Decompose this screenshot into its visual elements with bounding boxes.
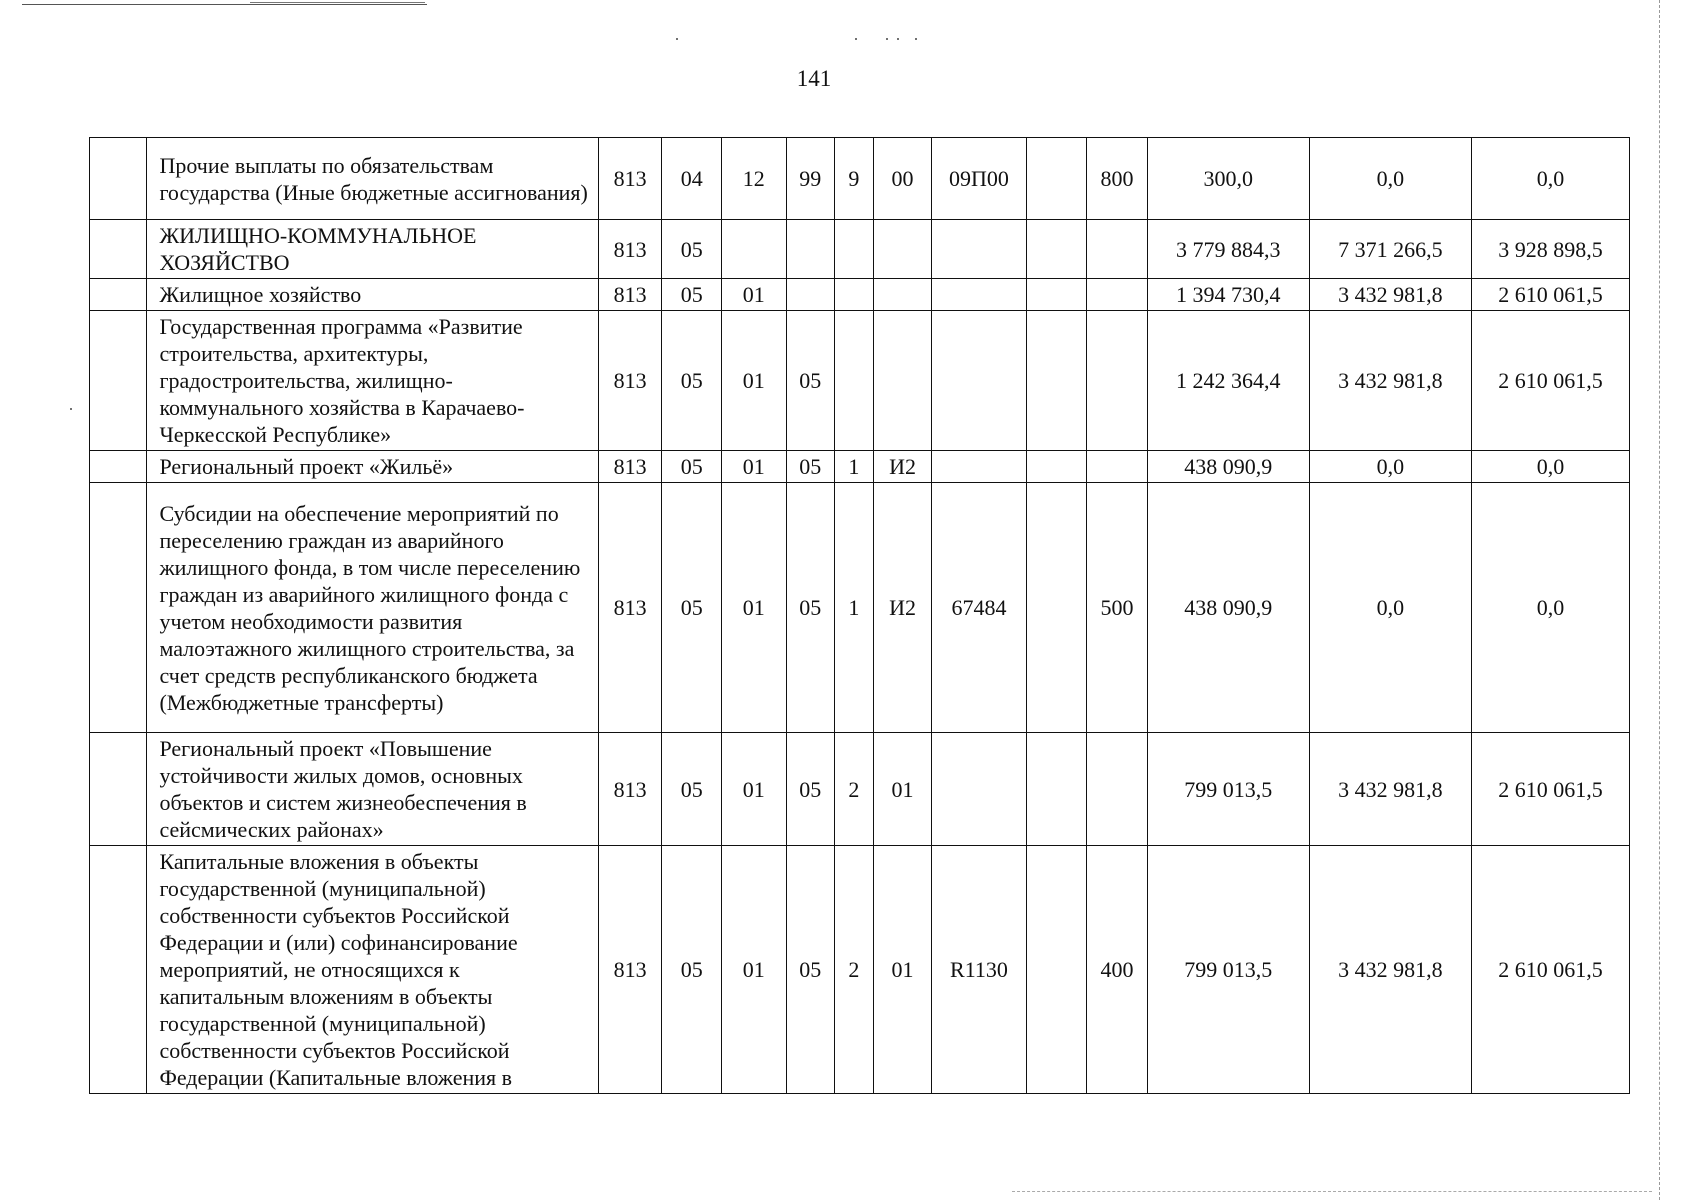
row-sum2-cell: 7 371 266,5 bbox=[1309, 220, 1471, 279]
row-blank-cell bbox=[1026, 311, 1087, 451]
row-subsection-cell: 01 bbox=[721, 846, 786, 1094]
row-direction-cell bbox=[932, 733, 1026, 846]
row-subprog-cell: 9 bbox=[834, 138, 873, 220]
row-sum3-cell: 0,0 bbox=[1471, 138, 1629, 220]
row-subprog-cell: 1 bbox=[834, 451, 873, 483]
row-blank-cell bbox=[1026, 733, 1087, 846]
row-vr-cell bbox=[1087, 733, 1148, 846]
row-sum2-cell: 3 432 981,8 bbox=[1309, 733, 1471, 846]
row-admin-cell: 813 bbox=[598, 220, 662, 279]
row-name-cell: Жилищное хозяйство bbox=[147, 279, 598, 311]
row-sum1-cell: 1 394 730,4 bbox=[1147, 279, 1309, 311]
row-sum3-cell: 2 610 061,5 bbox=[1471, 846, 1629, 1094]
row-direction-cell: 67484 bbox=[932, 483, 1026, 733]
row-vr-cell: 400 bbox=[1087, 846, 1148, 1094]
row-section-cell: 05 bbox=[662, 451, 722, 483]
row-proj-cell: 01 bbox=[873, 733, 931, 846]
row-sum2-cell: 3 432 981,8 bbox=[1309, 279, 1471, 311]
row-sum3-cell: 3 928 898,5 bbox=[1471, 220, 1629, 279]
row-name-cell: ЖИЛИЩНО-КОММУНАЛЬНОЕ ХОЗЯЙСТВО bbox=[147, 220, 598, 279]
row-admin-cell: 813 bbox=[598, 846, 662, 1094]
row-subsection-cell: 12 bbox=[721, 138, 786, 220]
row-vr-cell: 800 bbox=[1087, 138, 1148, 220]
row-proj-cell bbox=[873, 220, 931, 279]
row-proj-cell: 01 bbox=[873, 846, 931, 1094]
row-vr-cell bbox=[1087, 279, 1148, 311]
row-blank-cell bbox=[1026, 846, 1087, 1094]
row-section-cell: 05 bbox=[662, 311, 722, 451]
row-prog-cell bbox=[786, 279, 834, 311]
row-sum1-cell: 3 779 884,3 bbox=[1147, 220, 1309, 279]
scan-edge-line bbox=[250, 2, 425, 3]
row-vr-cell bbox=[1087, 220, 1148, 279]
row-sum3-cell: 2 610 061,5 bbox=[1471, 311, 1629, 451]
table-row bbox=[90, 846, 1630, 1094]
row-section-cell: 05 bbox=[662, 279, 722, 311]
row-vr-cell: 500 bbox=[1087, 483, 1148, 733]
row-prog-cell bbox=[786, 220, 834, 279]
row-direction-cell: R1130 bbox=[932, 846, 1026, 1094]
table-row bbox=[90, 451, 1630, 483]
row-index-cell bbox=[90, 311, 147, 451]
scan-edge-line bbox=[22, 4, 427, 5]
row-proj-cell bbox=[873, 279, 931, 311]
row-subprog-cell bbox=[834, 279, 873, 311]
row-index-cell bbox=[90, 220, 147, 279]
row-subsection-cell: 01 bbox=[721, 483, 786, 733]
row-sum3-cell: 2 610 061,5 bbox=[1471, 279, 1629, 311]
row-section-cell: 05 bbox=[662, 846, 722, 1094]
row-index-cell bbox=[90, 483, 147, 733]
row-subprog-cell bbox=[834, 311, 873, 451]
table-row bbox=[90, 220, 1630, 279]
table-row bbox=[90, 311, 1630, 451]
row-name-cell: Региональный проект «Жильё» bbox=[147, 451, 598, 483]
table-row bbox=[90, 279, 1630, 311]
scan-speck bbox=[886, 38, 888, 40]
table-row bbox=[90, 483, 1630, 733]
row-subprog-cell bbox=[834, 220, 873, 279]
row-index-cell bbox=[90, 451, 147, 483]
row-sum2-cell: 0,0 bbox=[1309, 483, 1471, 733]
row-sum3-cell: 0,0 bbox=[1471, 483, 1629, 733]
row-name-cell: Прочие выплаты по обязательствам государства (Иные бюджетные ассигнования) bbox=[147, 138, 598, 220]
row-sum2-cell: 3 432 981,8 bbox=[1309, 846, 1471, 1094]
scan-speck bbox=[855, 38, 857, 40]
row-sum1-cell: 438 090,9 bbox=[1147, 451, 1309, 483]
row-subsection-cell: 01 bbox=[721, 733, 786, 846]
row-index-cell bbox=[90, 846, 147, 1094]
row-sum3-cell: 2 610 061,5 bbox=[1471, 733, 1629, 846]
row-proj-cell: И2 bbox=[873, 483, 931, 733]
row-sum1-cell: 438 090,9 bbox=[1147, 483, 1309, 733]
row-subsection-cell: 01 bbox=[721, 279, 786, 311]
row-prog-cell: 05 bbox=[786, 733, 834, 846]
row-prog-cell: 05 bbox=[786, 311, 834, 451]
row-prog-cell: 05 bbox=[786, 483, 834, 733]
row-subprog-cell: 2 bbox=[834, 846, 873, 1094]
row-index-cell bbox=[90, 138, 147, 220]
row-blank-cell bbox=[1026, 483, 1087, 733]
row-admin-cell: 813 bbox=[598, 733, 662, 846]
row-section-cell: 05 bbox=[662, 733, 722, 846]
row-section-cell: 05 bbox=[662, 220, 722, 279]
row-index-cell bbox=[90, 733, 147, 846]
scan-speck bbox=[915, 38, 917, 40]
row-proj-cell bbox=[873, 311, 931, 451]
table-body bbox=[90, 138, 1630, 1094]
table-row bbox=[90, 733, 1630, 846]
row-sum1-cell: 300,0 bbox=[1147, 138, 1309, 220]
row-name-cell: Государственная программа «Развитие строительства, архитектуры, градостроительства, жилищно-коммунального хозяйства в Карачаево-Черкесской Республике» bbox=[147, 311, 598, 451]
row-direction-cell bbox=[932, 451, 1026, 483]
row-sum2-cell: 0,0 bbox=[1309, 138, 1471, 220]
scan-right-edge bbox=[1659, 0, 1660, 1200]
scan-bottom-edge bbox=[1012, 1191, 1652, 1192]
row-direction-cell bbox=[932, 220, 1026, 279]
page-number: 141 bbox=[796, 66, 832, 91]
row-name-cell: Капитальные вложения в объекты государственной (муниципальной) собственности субъектов Российской Федерации и (или) софинансирование мероприятий, не относящихся к капитальным вложениям в объекты государственной (муниципальной) собственности субъектов Российской Федерации (Капитальные вложения в bbox=[147, 846, 598, 1094]
row-sum2-cell: 0,0 bbox=[1309, 451, 1471, 483]
row-prog-cell: 99 bbox=[786, 138, 834, 220]
row-subsection-cell: 01 bbox=[721, 451, 786, 483]
row-name-cell: Региональный проект «Повышение устойчивости жилых домов, основных объектов и систем жизнеобеспечения в сейсмических районах» bbox=[147, 733, 598, 846]
row-subprog-cell: 1 bbox=[834, 483, 873, 733]
row-name-cell: Субсидии на обеспечение мероприятий по переселению граждан из аварийного жилищного фонда, в том числе переселению граждан из аварийного жилищного фонда с учетом необходимости развития малоэтажного жилищного строительства, за счет средств республиканского бюджета (Межбюджетные трансферты) bbox=[147, 483, 598, 733]
row-proj-cell: 00 bbox=[873, 138, 931, 220]
row-section-cell: 05 bbox=[662, 483, 722, 733]
row-sum1-cell: 799 013,5 bbox=[1147, 733, 1309, 846]
row-blank-cell bbox=[1026, 451, 1087, 483]
row-direction-cell bbox=[932, 279, 1026, 311]
row-admin-cell: 813 bbox=[598, 451, 662, 483]
row-sum3-cell: 0,0 bbox=[1471, 451, 1629, 483]
row-index-cell bbox=[90, 279, 147, 311]
row-blank-cell bbox=[1026, 138, 1087, 220]
row-blank-cell bbox=[1026, 279, 1087, 311]
scan-speck bbox=[70, 408, 72, 410]
row-direction-cell: 09П00 bbox=[932, 138, 1026, 220]
row-sum1-cell: 799 013,5 bbox=[1147, 846, 1309, 1094]
scan-speck bbox=[676, 38, 678, 40]
scan-speck bbox=[897, 38, 899, 40]
row-proj-cell: И2 bbox=[873, 451, 931, 483]
row-sum1-cell: 1 242 364,4 bbox=[1147, 311, 1309, 451]
row-subsection-cell bbox=[721, 220, 786, 279]
row-prog-cell: 05 bbox=[786, 451, 834, 483]
row-admin-cell: 813 bbox=[598, 279, 662, 311]
row-vr-cell bbox=[1087, 311, 1148, 451]
row-admin-cell: 813 bbox=[598, 311, 662, 451]
row-section-cell: 04 bbox=[662, 138, 722, 220]
row-subprog-cell: 2 bbox=[834, 733, 873, 846]
row-admin-cell: 813 bbox=[598, 483, 662, 733]
table-row bbox=[90, 138, 1630, 220]
budget-table bbox=[89, 137, 1630, 1094]
row-subsection-cell: 01 bbox=[721, 311, 786, 451]
row-admin-cell: 813 bbox=[598, 138, 662, 220]
row-vr-cell bbox=[1087, 451, 1148, 483]
row-direction-cell bbox=[932, 311, 1026, 451]
row-prog-cell: 05 bbox=[786, 846, 834, 1094]
row-sum2-cell: 3 432 981,8 bbox=[1309, 311, 1471, 451]
row-blank-cell bbox=[1026, 220, 1087, 279]
